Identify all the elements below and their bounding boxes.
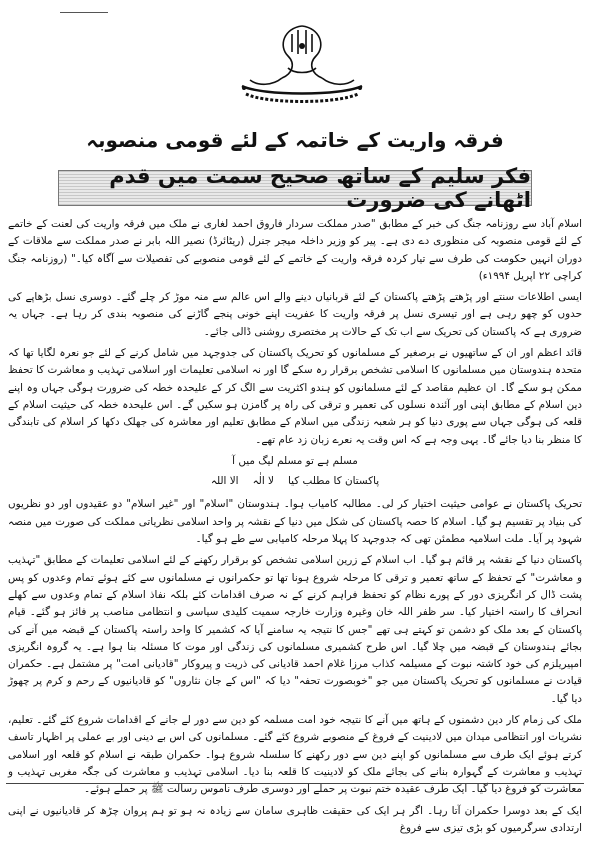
slogan-part: پاکستان کا مطلب کیا bbox=[287, 475, 380, 488]
calligraphy-emblem bbox=[222, 16, 382, 116]
paragraph: ایسی اطلاعات سنتے اور پڑھتے پڑھتے پاکستان کے لئے قربانیاں دینے والے اس عالم سے منہ موڑ کر چلے گئے۔ دوسری نسل بڑھاپے کی حدوں کو چھو رہی ہے اور تیسری نسل پر فرقہ واریت کا عفریت اپنے خونی پنجے گاڑنے کی منصوبہ بندی کر رہا ہے۔ جہاں یہ ضروری ہے کہ پاکستان کی تحریک سے اب تک کے حالات پر مختصری روشنی ڈالی جائے۔ bbox=[8, 291, 582, 338]
paragraph: قائد اعظم اور ان کے ساتھیوں نے برصغیر کے مسلمانوں کو تحریک پاکستان کی جدوجہد میں شامل کرنے کے لئے جو نعرہ لگایا تھا کہ متحدہ ہندوستان میں مسلمانوں کا اسلامی تشخص برقرار رہ سکے گا اور نہ اسلامی تعلیمات اور اسلامی تہذیب و معاشرت کا تحفظ ممکن ہو سکے گا۔ ان عظیم مقاصد کے لئے مسلمانوں کو ہندو اکثریت سے الگ کر کے علیحدہ خطہ کی ضرورت ہوگی جہاں وہ اپنے دین اسلام کے مطابق اپنی اور آئندہ نسلوں کی تعمیر و ترقی کی راہ پر گامزن ہو سکیں گے۔ اس علیحدہ خطہ کی حیثیت اسلام کے قلعہ کی ہوگی جہاں سے پوری دنیا کو ہر شعبہ زندگی میں اسلام کے مطابق تعلیم اور معاشرہ کی جھلک دکھا کر اسلام کی تابندگی کا منظر بنا دیا جائے گا۔ یہی وجہ ہے کہ اس وقت یہ نعرے زبان زد عام تھے۔ bbox=[8, 347, 582, 446]
slogan-line-2 bbox=[8, 473, 582, 490]
banner-text: فکر سلیم کے ساتھ صحیح سمت میں قدم اٹھانے کی ضرورت bbox=[109, 164, 531, 212]
paragraph: ملک کی زمام کار دین دشمنوں کے ہاتھ میں آنے کا نتیجہ خود امت مسلمہ کو دین سے دور لے جانے کے اقدامات شروع کئے گئے۔ تعلیم، نشریات اور انتظامی میدان میں لادینیت کے فروغ کے منصوبے شروع کئے گئے۔ مسلمانوں کی اس بے دینی اور بے عملی پر اظہار تاسف کرتے ہوئے ایک طرف سے مسلمانوں کو اپنے دین سے دور رکھنے کا سلسلہ شروع ہوا۔ حکمران طبقہ نے اسلام کو قلعہ اور اسلامی تہذیب و معاشرت کے گہوارہ بنانے کی بجائے ملک کو لادینیت کا قلعہ بنا دیا۔ اسلامی تہذیب و معاشرت کی جگہ مغربی تہذیب و معاشرت کو فروغ دیا گیا۔ ایک طرف عقیدہ ختم نبوت پر حملے اور دوسری طرف ناموس رسالت ﷺ پر حملے ہوئے۔ bbox=[8, 714, 582, 796]
slogan-line-1: مسلم ہے تو مسلم لیگ میں آ bbox=[232, 454, 358, 467]
slogan-part: لا الٰہ bbox=[252, 475, 274, 488]
headline: فرقہ واریت کے خاتمہ کے لئے قومی منصوبہ bbox=[86, 128, 504, 152]
paragraph: تحریک پاکستان نے عوامی حیثیت اختیار کر لی۔ مطالبہ کامیاب ہوا۔ ہندوستان "اسلام" اور "غیر اسلام" دو عقیدوں اور دو نظریوں کی بنیاد پر تقسیم ہو گیا۔ اسلام کا حصہ پاکستان کی شکل میں دنیا کے نقشہ پر واحد اسلامی نظریاتی مملکت کی صورت میں منصہ شہود پر آیا۔ ملت اسلامیہ مطمئن تھی کہ جدوجہد کا پہلا مرحلہ کامیابی سے طے ہو گیا۔ bbox=[8, 498, 582, 546]
bottom-rule bbox=[6, 783, 584, 784]
paragraph: ایک کے بعد دوسرا حکمران آتا رہا۔ اگر ہر ایک کی حقیقت ظاہری سامان سے زیادہ نہ ہو تو ہم پروان چڑھ کر قادیانیوں نے اپنی ارتدادی سرگرمیوں کو بڑی تیزی سے فروغ bbox=[8, 804, 582, 834]
top-rule bbox=[60, 2, 108, 13]
article-body bbox=[8, 216, 582, 841]
paragraph: پاکستان دنیا کے نقشہ پر قائم ہو گیا۔ اب اسلام کے زرین اسلامی تشخص کو برقرار رکھنے کے لئے اسلامی تعلیمات کے مطابق "تہذیب و معاشرت" کے تحفظ کے ساتھ تعمیر و ترقی کا مرحلہ شروع ہونا تھا تو حکمرانوں نے مسلمانوں سے کئے ہوئے تمام وعدوں کو پس پشت ڈال کر انگریزی دور کے پورے نظام کو تحفظ فراہم کرنے کے نہ صرف اقدامات کئے بلکہ نفاذ اسلام کے تمام وعدوں سے کھلے انحراف کا راستہ اختیار کیا۔ سر ظفر اللہ خان وغیرہ وزارت خارجہ سمیت کلیدی سیاسی و انتظامی مناصب پر فائز ہو گئے۔ قیام پاکستان کے بعد ملک کو دشمن تو کہتے ہی تھے "جس کا نتیجہ یہ سامنے آیا کہ کشمیر کا واحد راستہ پاکستان کے قبضہ میں آنے کی بجائے ہندوستان کے قبضہ میں چلا گیا۔ اس طرح کشمیری مسلمانوں کی زندگی اور موت کا مسئلہ بنا ہوا ہے۔ یہ گروہ انگریزی امپیریلزم کی خود کاشتہ نبوت کے مسیلمہ کذاب مرزا غلام احمد قادیانی کی ذریت و پیروکار "قادیانی امت" پر مشتمل ہے۔ حکمران قیادت نے مسلمانوں کو تحریک پاکستان میں جو "خوبصورت تحفہ" دیا کہ "اس کے جان نثاروں" کو قادیانیوں کے رحم و کرم پر چھوڑ دیا گیا۔ bbox=[8, 554, 582, 705]
paragraph: اسلام آباد سے روزنامہ جنگ کی خبر کے مطابق "صدر مملکت سردار فاروق احمد لغاری نے ملک میں فرقہ واریت کی لعنت کے خاتمے کے لئے قومی منصوبہ کی منظوری دے دی ہے۔ پیر کو وزیر داخلہ میجر جنرل (ریٹائرڈ) نصیر اللہ بابر نے صدر مملکت سے ملاقات کے دوران انہیں حکومت کی طرف سے تیار کردہ فرقہ واریت کے خاتمے کے لئے قومی منصوبے کی تفصیلات سے آگاہ کیا۔" (روزنامہ جنگ کراچی ۲۲ اپریل ۱۹۹۴ء) bbox=[8, 218, 582, 282]
slogan-part: الا اللہ bbox=[210, 475, 239, 488]
banner-subheadline bbox=[58, 164, 532, 212]
